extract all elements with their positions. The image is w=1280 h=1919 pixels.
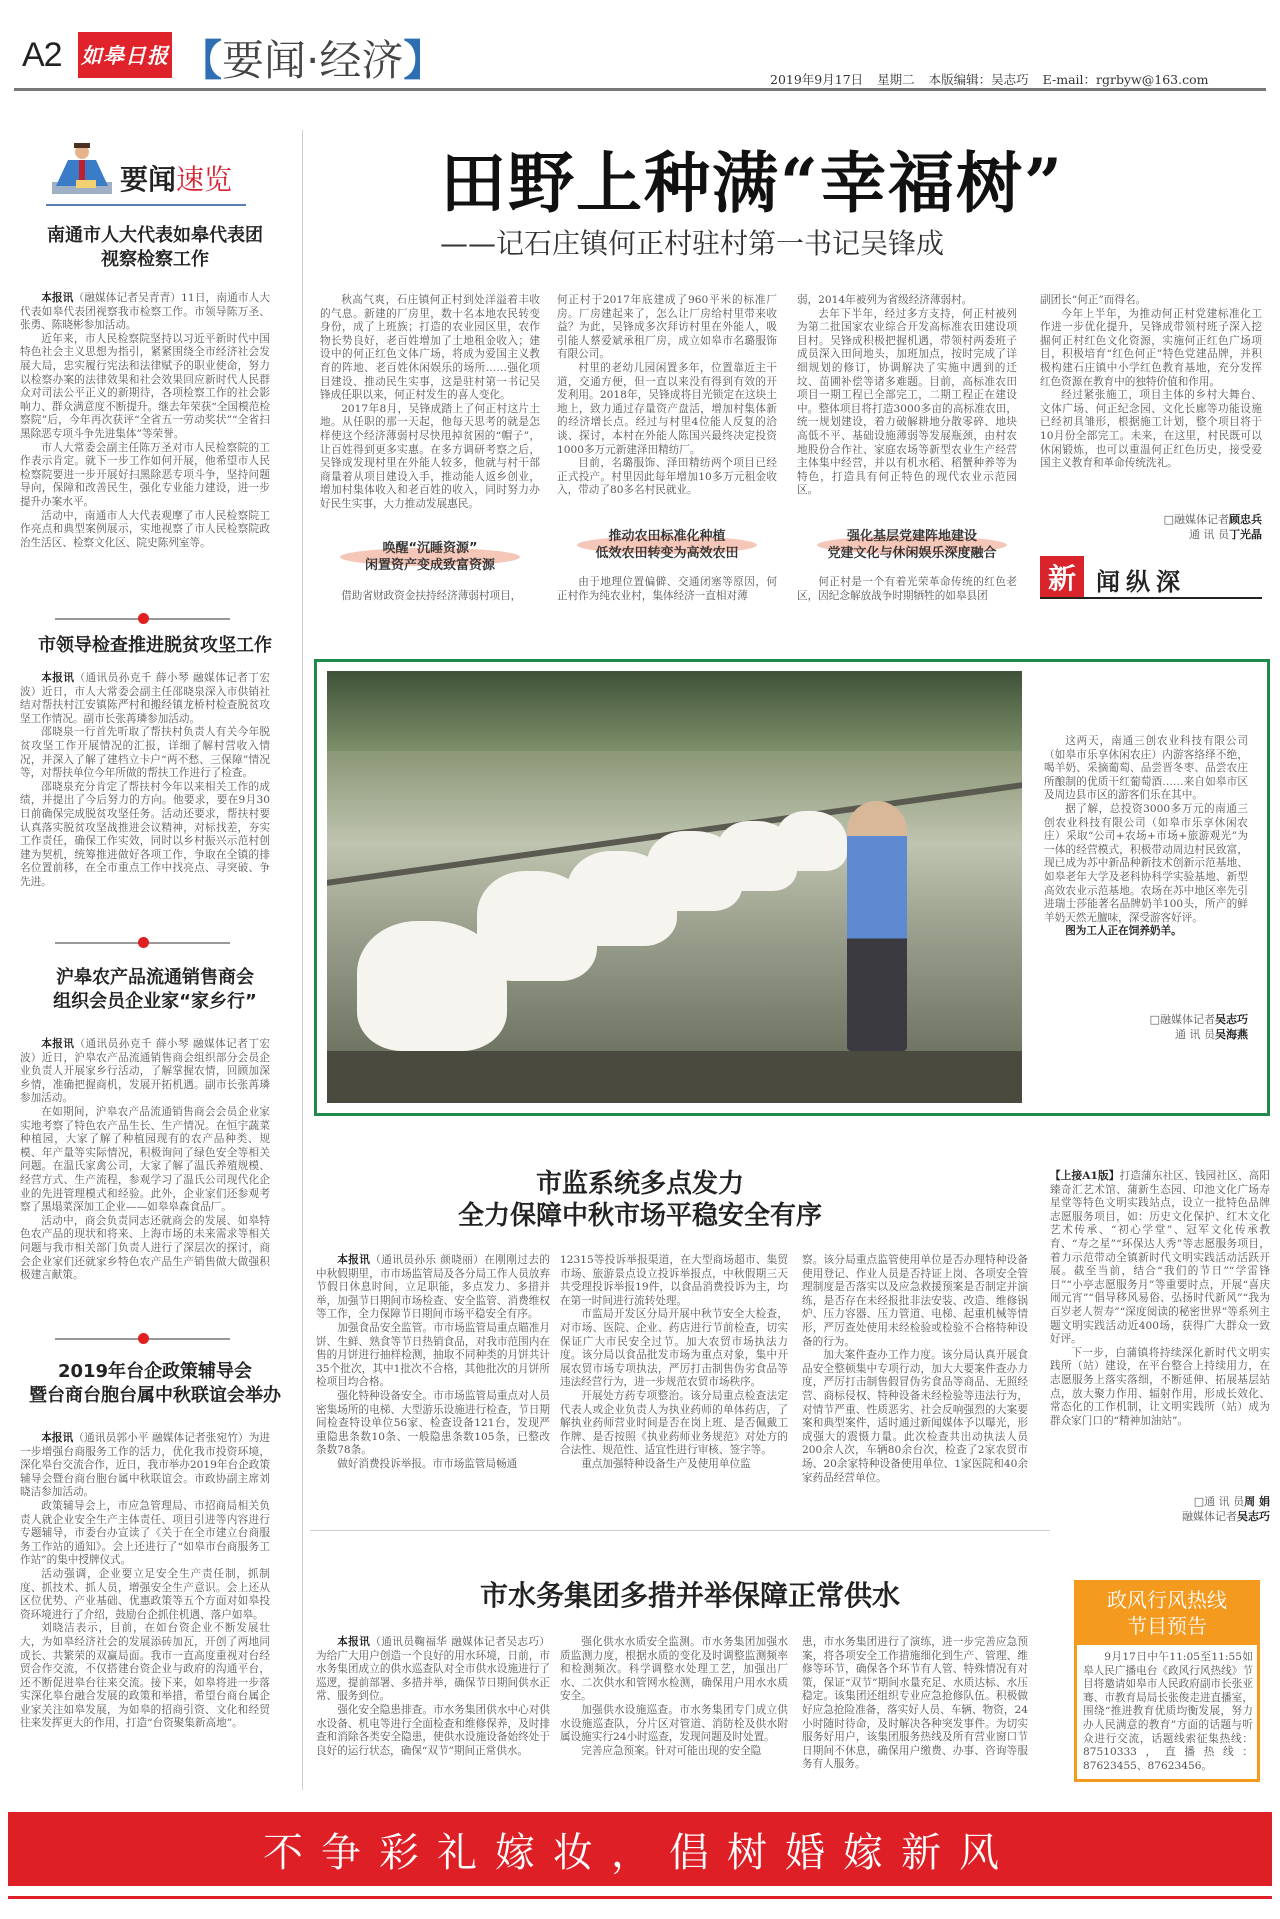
feature-col-2-tail: 由于地理位置偏僻、交通闭塞等原因，何正村作为纯农业村，集体经济一直相对薄: [557, 576, 777, 602]
feature-subhead-2: 推动农田标准化种植 低效农田转变为高效农田: [567, 528, 767, 562]
photo-story-text: 这两天，南通三创农业科技有限公司（如皋市乐享休闲农庄）内游客络绎不绝，喝羊奶、采摘葡萄、品尝晋冬枣、品尝农庄所酿制的优质干红葡萄酒……来自如皋市区及周边县市区的游客们乐在其中。 据了解，总投资3000多万元的南通三创农业科技有限公司（如皋市乐享休闲农庄）采取“公司+农场+市场+旅游观光”为一体的经营模式，积极带动周边村民致富，现已成为苏中新品种新技术创新示范基地、如皋老年大学及老科协科学实验基地、新型高效农业示范基地。农场在苏中地区率先引进瑞士莎能著名品牌奶羊100头，所产的鲜羊奶天然无膻味，深受游客好评。 图为工人正在饲养奶羊。: [1044, 735, 1248, 938]
market-headline: 市监系统多点发力 全力保障中秋市场平稳安全有序: [457, 1169, 822, 1231]
slogan-banner: 不争彩礼嫁妆，倡树婚嫁新风: [8, 1812, 1272, 1886]
continued-byline: □通 讯 员周 娟 融媒体记者吴志巧: [1182, 1495, 1270, 1523]
continued-from-a1: 【上接A1版】打造蒲东社区、钱园社区、高阳臻奇汇艺术馆、蒲新生态园、印池文化广场寿星堂等特色文明实践站点，设立一批特色品牌志愿服务项目，如：历史文化保护、红木文化艺术传承、“初心学堂”、冠军文化传承教育、“寿之星”“环保达人秀”等志愿服务项目，着力示范带动全镇新时代文明实践活动活跃开展。截至当前，结合“我们的节日”“学雷锋日”“小亭志愿服务月”等重要时点，开展“喜庆闹元宵”“倡导移风易俗、弘扬时代新风”“我为百岁老人贺寿”“深度阅读的秘密世界”等系列主题文明实践活动近400场，获得广大群众一致好评。 下一步，白蒲镇将持续深化新时代文明实践所（站）建设，在平台整合上持续用力，在志愿服务上落实落细，不断延伸、拓展基层站点，放大聚力作用、辐射作用，形成长效化、常态化的工作机制，让文明实践所（站）成为群众家门口的“精神加油站”。: [1050, 1170, 1270, 1427]
feature-byline: □融媒体记者顾忠兵 通 讯 员丁光晶: [1163, 513, 1262, 541]
column-divider: [302, 130, 303, 1790]
water-headline: 市水务集团多措并举保障正常供水: [479, 1579, 900, 1612]
email: E-mail：rgrbyw@163.com: [1042, 72, 1209, 87]
newspaper-logo: 如皋日报: [78, 32, 172, 78]
bracket-open: 【: [180, 36, 223, 85]
brief-4-headline: 2019年台企政策辅导会 暨台商台胞台属中秋联谊会举办: [29, 1361, 281, 1406]
businessman-icon: [46, 140, 118, 196]
feature-col-4: 副团长“何正”而得名。 今年上半年，为推动何正村党建标准化工作进一步优化提升，吴锋成带领村班子深入挖掘何正村红色文化资源，实施何正红色广场项目，积极培育“红色何正”特色党建品牌，并积极构建石庄镇中小学红色教育基地，充分发挥红色资源在教育中的独特价值和作用。 经过紧张施工，项目主体的乡村大舞台、文体广场、何正纪念园、文化长廊等功能设施已经初具雏形，根据施工计划，整个项目将于10月份全部完工。未来，在这里，村民既可以休闲锻炼，也可以重温何正红色历史，接受爱国主义教育和革命传统洗礼。: [1040, 294, 1262, 470]
brief-2-body: 本报讯（通讯员孙克千 薛小琴 融媒体记者丁宏波）近日，市人大常委会副主任邵晓泉深入市供销社结对帮扶村江安镇陈严村和搬经镇龙桥村检查脱贫攻坚工作情况。副市长张苒璘参加活动。 邵晓泉一行首先听取了帮扶村负责人有关今年脱贫攻坚工作开展情况的汇报，详细了解村营收入情况，并深入了解了建档立卡户“两不愁、三保障”情况等，对帮扶单位今年所做的帮扶工作进行了检查。 邵晓泉充分肯定了帮扶村今年以来相关工作的成绩，并提出了今后努力的方向。他要求，要在9月30日前确保完成脱贫攻坚任务。活动还要求，帮扶村要认真落实脱贫攻坚战推进会议精神，对标找差，夯实工作责任，确保工作实效，同时以乡村振兴示范村创建为契机，统筹推进做好各项工作，争取在全镇的排名位置前移，在全市重点工作中找亮点、寻突破、争先进。: [20, 672, 271, 888]
bracket-close: 】: [403, 36, 446, 85]
photo-caption: 图为工人正在饲养奶羊。: [1065, 925, 1182, 938]
hotline-preview-box: [1074, 1580, 1260, 1782]
separator: [55, 1338, 230, 1340]
editor: 本版编辑：吴志巧: [928, 72, 1029, 87]
photo-byline: □融媒体记者吴志巧 通 讯 员吴海燕: [1149, 1013, 1248, 1041]
feature-col-1-tail: 借助省财政资金扶持经济薄弱村项目，: [341, 590, 522, 602]
water-col-1: 本报讯（通讯员鞠福华 融媒体记者吴志巧）为给广大用户创造一个良好的用水环境，日前，市水务集团成立的供水巡查队对全市供水设施进行了巡逻，提前部署、多措并举，确保节日期间供水正常、服务到位。 强化安全隐患排查。市水务集团供水中心对供水设备、机电等进行全面检查和维修保养，及时排查和消除各类安全隐患，使供水设施设备始终处于良好的运行状态，确保“双节”期间正常供水。: [316, 1636, 551, 1757]
brief-2-headline: 市领导检查推进脱贫攻坚工作: [38, 635, 272, 656]
section-rule: [310, 1530, 1050, 1531]
feature-col-3-tail: 何正村是一个有着光荣革命传统的红色老区，因纪念解放战争时期牺牲的如皋县团: [797, 576, 1017, 602]
feature-subheadline: ——记石庄镇何正村驻村第一书记吴锋成: [440, 227, 945, 260]
feature-subhead-1: 唤醒“沉睡资源” 闲置资产变成致富资源: [330, 540, 530, 574]
brief-4-body: 本报讯（通讯员郭小平 融媒体记者张宛竹）为进一步增强台商服务工作的活力，优化我市投资环境，深化皋台交流合作，近日，我市举办2019年台企政策辅导会暨台商台胞台属中秋联谊会。市政协副主席刘晓洁参加活动。 政策辅导会上，市应急管理局、市招商局相关负责人就企业安全生产主体责任、项目引进等内容进行专题辅导，市委台办宣读了《关于在全市建立台商服务工作站的通知》。会上还进行了“如皋市台商服务工作站”的集中授牌仪式。 活动强调，企业要立足安全生产责任制，抓制度、抓技术、抓人员，增强安全生产意识。会上还从区位优势、产业基础、优惠政策等五个方面对如皋投资环境进行了介绍，鼓励台企抓住机遇、落户如皋。 刘晓洁表示，目前，在如台资企业不断发展壮大，为如皋经济社会的发展添砖加瓦，开创了两地同成长、共繁荣的双赢局面。我市一直高度重视对台经贸合作交流，不仅搭建台资企业与政府的沟通平台，还不断促进皋台往来交流。接下来，如皋将进一步落实深化皋台融合发展的政策和举措，希望台商台属企业家关注如皋发展，为如皋的招商引资、文化和经贸往来发挥更大的作用，打造“台资聚集新高地”。: [20, 1432, 271, 1730]
section-title: [180, 28, 445, 88]
footer-rule: [8, 1896, 1272, 1899]
section-title-text: 要闻·经济: [222, 36, 404, 85]
feature-col-2: 何正村于2017年底建成了960平米的标准厂房。厂房建起来了，怎么让厂房给村里带来收益？为此，吴锋成多次拜访村里在外能人，吸引能人蔡爱斌承租厂房，成立如皋市名璐服饰有限公司。 村里的老幼儿园闲置多年，位置靠近主干道，交通方便，但一直以来没有得到有效的开发利用。2018年，吴锋成将目光锁定在这块土地上，致力通过存量资产盘活，增加村集体新的经济增长点。经过与村里4位能人反复的洽谈、探讨，本村在外能人陈国兴最终决定投资1000多万元新建泽田精纺厂。 目前，名璐服饰、泽田精纺两个项目已经正式投产。村里因此每年增加10多万元租金收入，带动了80多名村民就业。: [557, 294, 777, 497]
feature-headline: 田野上种满“幸福树”: [440, 144, 1064, 222]
date: 2019年9月17日 星期二: [770, 72, 915, 87]
briefs-banner: [46, 140, 246, 196]
dateline: [770, 70, 1208, 88]
news-depth-badge: 新: [1040, 556, 1084, 598]
brief-1-headline: 南通市人大代表如皋代表团 视察检察工作: [47, 225, 263, 270]
separator: [55, 618, 230, 620]
feature-col-3: 弱，2014年被列为省级经济薄弱村。 去年下半年，经过多方支持，何正村被列为第二批国家农业综合开发高标准农田建设项目村。吴锋成积极把握机遇，带领村两委班子成员深入田间地头，加班加点，按时完成了详细规划的修订，协调解决了实施中遇到的迁坟、苗圃补偿等诸多难题。目前，高标准农田项目一期工程已全部完工，二期工程正在建设中。整体项目将打造3000多亩的高标准农田，统一规划建设，着力破解耕地分散零碎、地块高低不平、基础设施薄弱等发展瓶颈，由村农地股份合作社、家庭农场等新型农业生产经营主体集中经营，并以有机水稻、稻蟹种养等为特色，打造具有何正特色的现代农业示范园区。: [797, 294, 1017, 497]
market-col-1: 本报讯（通讯员孙乐 颜晓丽）在刚刚过去的中秋假期里，市市场监管局及各分局工作人员放弃节假日休息时间，立足职能，多点发力、多措并举，加强节日期间市场检查、安全监管、消费维权等工作，全力保障节日期间市场平稳安全有序。 加强食品安全监管。市市场监管局重点瞄准月饼、生鲜、熟食等节日热销食品，对我市范围内在售的月饼进行抽样检测，抽取不同种类的月饼共计35个批次，其中1批次不合格，其他批次的月饼所检项目均合格。 强化特种设备安全。市市场监管局重点对人员密集场所的电梯、大型游乐设施进行检查，节日期间检查特设单位56家、检查设备121台，发现严重隐患条数10条、一般隐患条数105条，已整改条数78条。 做好消费投诉举报。市市场监管局畅通: [316, 1254, 551, 1470]
banner-underline: [46, 204, 246, 206]
briefs-banner-text: 要闻速览: [120, 163, 233, 196]
brief-3-headline: 沪皋农产品流通销售商会 组织会员企业家“家乡行”: [53, 967, 257, 1012]
news-depth-text: 闻纵深: [1096, 568, 1186, 596]
goat-feeding-photo: [327, 671, 1022, 1103]
separator: [55, 942, 230, 944]
market-col-2: 12315等投诉举报渠道，在大型商场超市、集贸市场、旅游景点设立投诉举报点，中秋假期三天共受理投诉举报19件，以食品消费投诉为主，均在第一时间进行流转处理。 市监局开发区分局开展中秋节安全大检查，对市场、医院、企业、药店进行节前检查，切实保证广大市民安全过节。加大农贸市场执法力度。该分局以食品批发市场为重点对象，集中开展农贸市场专项执法，严厉打击制售伪劣食品等违法经营行为，进一步规范农贸市场秩序。 开展处方药专项整治。该分局重点检查法定代表人或企业负责人为执业药师的单体药店，了解执业药师营业时间是否在岗上班、是否佩戴工作牌、是否按照《执业药师业务规范》对处方的合法性、规范性、适宜性进行审核、签字等。 重点加强特种设备生产及使用单位监: [560, 1254, 788, 1470]
masthead-rule: [14, 88, 1266, 91]
water-col-2: 强化供水水质安全监测。市水务集团加强水质监测力度，根据水质的变化及时调整监测频率和检测频次。科学调整水处理工艺，加强出厂水、二次供水和管网水检测，确保用户用水水质安全。 加强供水设施巡查。市水务集团专门成立供水设施巡查队，分片区对管道、消防栓及供水附属设施实行24小时巡查，发现问题及时处置。 完善应急预案。针对可能出现的安全隐: [560, 1636, 788, 1757]
page-number: A2: [22, 36, 62, 74]
news-depth-label: [1040, 556, 1262, 598]
market-col-3: 察。该分局重点监管使用单位是否办理特种设备使用登记、作业人员是否持证上岗、各项安全管理制度是否落实以及应急救援预案是否制定并演练，是否存在未经报批非法安装、改造、维修锅炉、压力容器、压力管道、电梯、起重机械等情形，严厉查处使用未经检验或检验不合格特种设备的行为。 加大案件查办工作力度。该分局认真开展食品安全整顿集中专项行动，加大大要案件查办力度，严厉打击制售假冒伪劣食品等商品、无照经营、商标侵权、特种设备未经检验等违法行为，对情节严重、性质恶劣、社会反响强烈的大案要案和典型案件，适时通过新闻媒体予以曝光，形成强大的震慑力量。此次检查共出动执法人员200余人次，车辆80余台次，检查了2家农贸市场、20余家特种设备使用单位、1家医院和40余家药品经营单位。: [802, 1254, 1028, 1484]
brief-3-body: 本报讯（通讯员孙克千 薛小琴 融媒体记者丁宏波）近日，沪皋农产品流通销售商会组织部分会员企业负责人开展家乡行活动，了解掌握农情，回顾加深乡情，准确把握商机，发展开拓机遇。副市长张苒璘参加活动。 在如期间，沪皋农产品流通销售商会会员企业家实地考察了特色农产品生长、生产情况。在恒宇蔬菜种植园，大家了解了种植园现有的农产品种类、规模、年产量等实际情况，积极询问了绿色安全等相关问题。在温氏家禽公司，大家了解了温氏养殖规模、经营方式、生产流程，参观学习了温氏公司现代化企业的先进管理模式和经验。此外，企业家们还参观考察了黑塌菜深加工企业——如皋皋森食品厂。 活动中，商会负责同志还就商会的发展、如皋特色农产品的现状和将来、上海市场的未来需求等相关问题与我市相关部门负责人进行了深层次的探讨，商会企业家们还就家乡特色农产品生产销售做大做强积极建言献策。: [20, 1038, 271, 1282]
brief-1-body: 本报讯（融媒体记者吴青青）11日，南通市人大代表如皋代表团视察我市检察工作。市领导陈万圣、张勇、陈晓彬参加活动。 近年来，市人民检察院坚持以习近平新时代中国特色社会主义思想为指引，紧紧围绕全市经济社会发展大局，忠实履行宪法和法律赋予的职业使命，努力以检察办案的法律效果和社会效果回应新时代人民群众对司法公平正义的新期待，各项检察工作的社会影响力、群众满意度不断提升。继去年荣获“全国模范检察院”后，今年再次获评“全省五一劳动奖状”“全省扫黑除恶专项斗争先进集体”等荣誉。 市人大常委会副主任陈万圣对市人民检察院的工作表示肯定。就下一步工作如何开展，他希望市人民检察院要进一步开展好扫黑除恶专项斗争，坚持问题导向，保障和改善民生，强化专业能力建设，进一步提升办案水平。 活动中，南通市人大代表观摩了市人民检察院工作亮点和典型案例展示，实地视察了市人民检察院政治生活区、检察文化区、院史陈列室等。: [20, 292, 271, 549]
hotline-title: 政风行风热线 节目预告: [1077, 1583, 1257, 1645]
water-col-3: 患，市水务集团进行了演练，进一步完善应急预案，将各项安全工作措施细化到生产、管理、维修等环节，确保各个环节有人管、特殊情况有对策，保证“双节”期间水量充足、水质达标、水压稳定。该集团还组织专业应急抢修队伍。积极做好应急抢险准备，落实好人员、车辆、物资，24小时随时待命，及时解决各种突发事件。为切实服务好用户，该集团服务热线及所有营业窗口节日期间不休息，确保用户缴费、办事、咨询等服务有人服务。: [802, 1636, 1028, 1771]
feature-col-1: 秋高气爽，石庄镇何正村到处洋溢着丰收的气息。新建的厂房里，数十名本地农民转变身份，成了上班族；打造的农业园区里，农作物长势良好，老百姓增加了土地租金收入；建设中的何正红色文体广场，将成为爱国主义教育的阵地、老百姓休闲娱乐的场所……强化项目建设、推动民生实事，这是驻村第一书记吴锋成任职以来，何正村发生的喜人变化。 2017年8月，吴锋成踏上了何正村这片土地。从任职的那一天起，他每天思考的就是怎样使这个经济薄弱村尽快甩掉贫困的“帽子”，让百姓得到更多实惠。在多方调研考察之后，吴锋成发现村里在外能人较多，他就与村干部商量着从项目建设入手，推动能人返乡创业，增加村集体收入和老百姓的收入，同时努力办好民生实事，大力推动发展惠民。: [320, 294, 540, 510]
feature-subhead-3: 强化基层党建阵地建设 党建文化与休闲娱乐深度融合: [807, 528, 1017, 562]
hotline-body: 9月17日中午11:05至11:55如皋人民广播电台《政风行风热线》节目将邀请如皋市人民政府副市长张亚骞、市教育局局长张俊走进直播室，围绕“推进教育优质均衡发展，努力办人民满意的教育”方面的话题与听众进行交流，话题线索征集热线：87510333，直播热线：87623455、87623456。: [1083, 1651, 1253, 1772]
